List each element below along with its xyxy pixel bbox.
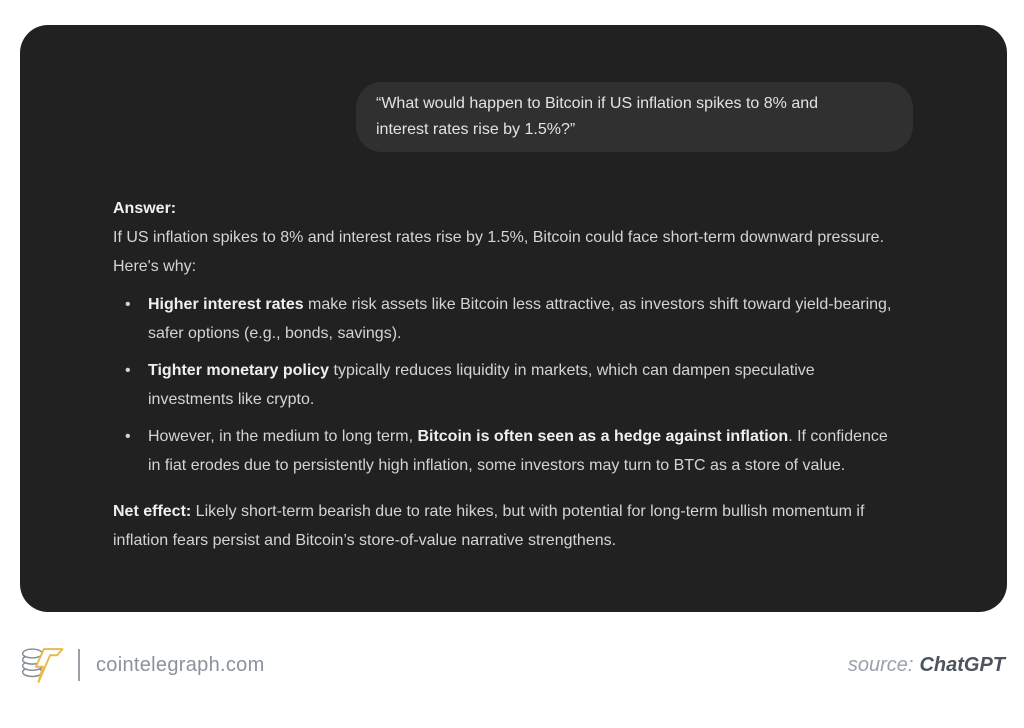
source-label: source: bbox=[847, 653, 914, 676]
bullet-item bbox=[113, 290, 919, 348]
source-value: ChatGPT bbox=[919, 653, 1005, 676]
source-attribution bbox=[848, 654, 1005, 677]
answer-intro: If US inflation spikes to 8% and interest rates rise by 1.5%, Bitcoin could face short-term downward pressure. bbox=[113, 229, 885, 246]
user-message-bubble bbox=[356, 82, 913, 152]
brand-lockup bbox=[20, 643, 265, 687]
brand-divider bbox=[78, 649, 80, 681]
footer bbox=[0, 612, 1024, 728]
site-url: cointelegraph.com bbox=[96, 653, 265, 676]
chat-panel bbox=[20, 25, 1007, 612]
answer-why: Here's why: bbox=[113, 258, 197, 275]
answer-bullet-list bbox=[113, 290, 919, 480]
user-message-text: “What would happen to Bitcoin if US inflation spikes to 8% and interest rates rise by 1.5%?” bbox=[376, 95, 819, 138]
bullet-text: Higher interest rates make risk assets like Bitcoin less attractive, as investors shift toward yield-bearing, safer options (e.g., bonds, savings). bbox=[148, 296, 892, 342]
bullet-icon: • bbox=[125, 362, 131, 379]
net-effect-paragraph: Net effect: Likely short-term bearish due to rate hikes, but with potential for long-term bullish momentum if inflation fears persist and Bitcoin’s store-of-value narrative strengthens. bbox=[113, 503, 865, 549]
assistant-answer bbox=[113, 194, 919, 555]
bullet-text: Tighter monetary policy typically reduces liquidity in markets, which can dampen speculative investments like crypto. bbox=[148, 362, 815, 408]
bullet-text: However, in the medium to long term, Bitcoin is often seen as a hedge against inflation. If confidence in fiat erodes due to persistently high inflation, some investors may turn to BTC as a store of value. bbox=[148, 428, 888, 474]
answer-label: Answer: bbox=[113, 200, 177, 217]
bullet-item bbox=[113, 422, 919, 480]
cointelegraph-logo-icon bbox=[20, 643, 66, 687]
bullet-item bbox=[113, 356, 919, 414]
bullet-icon: • bbox=[125, 428, 131, 445]
bullet-icon: • bbox=[125, 296, 131, 313]
